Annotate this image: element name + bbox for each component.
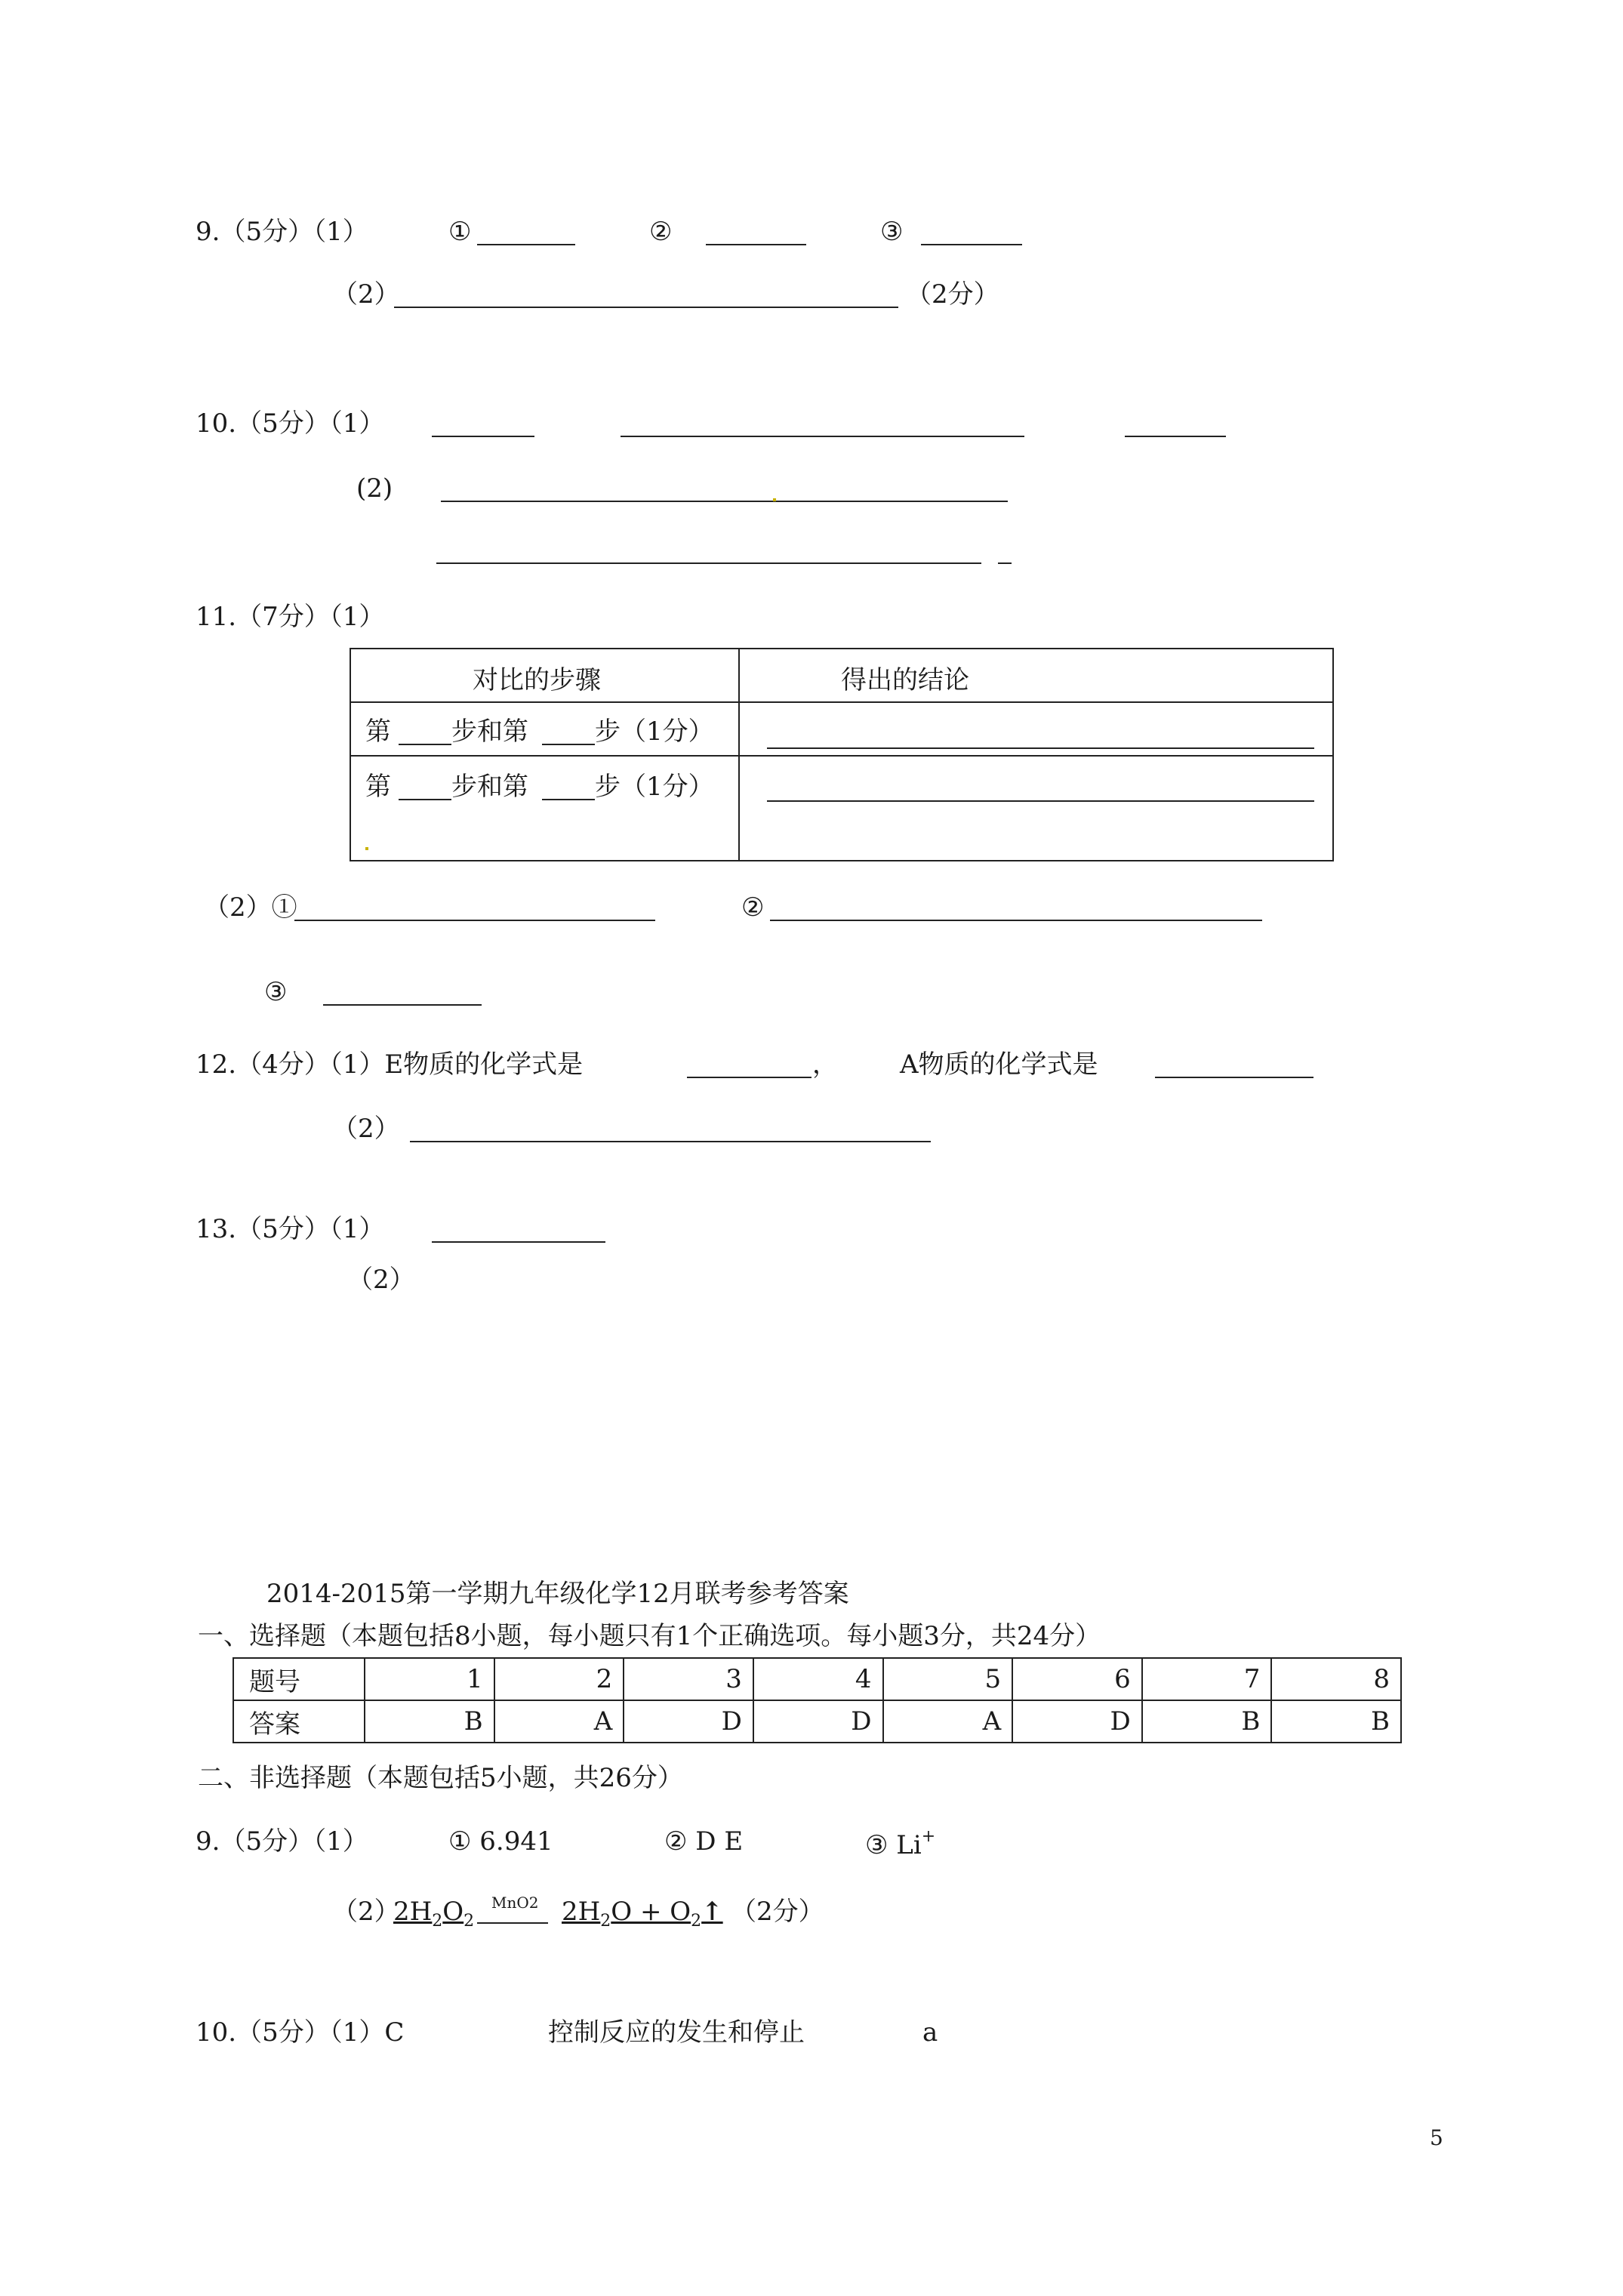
q12-blank-e[interactable]	[687, 1077, 812, 1078]
eq-right-sub1: 2	[600, 1912, 611, 1931]
q9-part2-label: （2）	[332, 279, 400, 310]
grid-answer: D	[1012, 1700, 1142, 1743]
q9-part2-points: （2分）	[906, 279, 999, 310]
q11-row1-conclusion[interactable]	[767, 747, 1314, 749]
a9-answer-3	[865, 1829, 935, 1858]
q11-label: 11.（7分）（1）	[196, 602, 385, 632]
q11-table-rule-2	[350, 755, 1334, 757]
q11-row1-a: 第	[365, 717, 391, 747]
grid-number: 5	[883, 1658, 1013, 1700]
q11-row2-c: 步（1分）	[595, 772, 714, 802]
q11-row1-blank-1[interactable]	[399, 744, 451, 745]
grid-answer: B	[1271, 1700, 1401, 1743]
a9-part2-label: （2）	[332, 1897, 400, 1927]
a10-label: 10.（5分）（1）C	[196, 2017, 405, 2048]
q11-row2-conclusion[interactable]	[767, 800, 1314, 802]
q9-part2-blank[interactable]	[394, 307, 898, 308]
stray-dot	[365, 847, 368, 850]
q11-head-left: 对比的步骤	[473, 665, 601, 695]
eq-left-sub2: 2	[463, 1912, 475, 1931]
q10-part2-blank-2[interactable]	[436, 562, 981, 564]
page-number: 5	[1430, 2125, 1443, 2150]
q9-circle-1: ①	[448, 217, 472, 247]
q11-part2-label: （2）①	[204, 892, 297, 923]
answer-grid-row-answer	[233, 1700, 1401, 1743]
q10-part2-blank-1[interactable]	[441, 501, 1008, 502]
q11-row1-blank-2[interactable]	[542, 744, 595, 745]
grid-answer: A	[883, 1700, 1013, 1743]
q10-blank-1[interactable]	[432, 436, 534, 437]
q11-part2-blank-3[interactable]	[323, 1004, 482, 1006]
eq-right-h: 2H	[562, 1897, 601, 1927]
q13-label: 13.（5分）（1）	[196, 1214, 385, 1244]
q11-row2-blank-2[interactable]	[542, 799, 595, 800]
q10-part2-label: (2)	[356, 473, 393, 504]
grid-label-number: 题号	[233, 1658, 365, 1700]
a9-answer-1: ① 6.941	[448, 1826, 553, 1857]
q9-label: 9.（5分）（1）	[196, 217, 368, 247]
q11-table-rule-1	[350, 701, 1334, 703]
q9-blank-3[interactable]	[921, 244, 1022, 245]
q10-part2-blank-3[interactable]	[998, 562, 1012, 564]
q11-head-right: 得出的结论	[841, 665, 969, 695]
q11-row2-b: 步和第	[451, 772, 528, 802]
grid-answer: D	[624, 1700, 753, 1743]
grid-number: 2	[494, 1658, 624, 1700]
q12-a-label: A物质的化学式是	[900, 1049, 1098, 1080]
a9-points: （2分）	[731, 1897, 824, 1927]
grid-answer: B	[365, 1700, 494, 1743]
q11-part2-circle-2: ②	[741, 892, 765, 923]
q11-row2-blank-1[interactable]	[399, 799, 451, 800]
q11-part2-blank-2[interactable]	[770, 920, 1262, 921]
a9-catalyst: MnO2	[491, 1894, 539, 1912]
eq-left-h: 2H	[393, 1897, 433, 1927]
a9-reaction-bar	[477, 1922, 548, 1924]
q11-part2-circle-3: ③	[264, 977, 288, 1007]
q10-label: 10.（5分）（1）	[196, 408, 385, 439]
q12-label: 12.（4分）（1）E物质的化学式是	[196, 1049, 584, 1080]
grid-answer: B	[1142, 1700, 1272, 1743]
grid-number: 6	[1012, 1658, 1142, 1700]
q12-blank-a[interactable]	[1155, 1077, 1313, 1078]
q12-part2-blank[interactable]	[410, 1141, 931, 1142]
q13-part2-label: （2）	[347, 1265, 415, 1295]
answer-key-title: 2014-2015第一学期九年级化学12月联考参考答案	[266, 1579, 849, 1609]
q11-row1-b: 步和第	[451, 717, 528, 747]
a9-answer-3-text: ③ Li	[865, 1830, 922, 1860]
q9-circle-2: ②	[649, 217, 673, 247]
grid-label-answer: 答案	[233, 1700, 365, 1743]
a9-equation-left	[393, 1899, 474, 1930]
q11-row1-c: 步（1分）	[595, 717, 714, 747]
a9-answer-2: ② D E	[664, 1826, 744, 1857]
answer-grid-row-number	[233, 1658, 1401, 1700]
q10-blank-3[interactable]	[1125, 436, 1226, 437]
eq-left-sub1: 2	[432, 1912, 443, 1931]
grid-number: 7	[1142, 1658, 1272, 1700]
q9-blank-1[interactable]	[477, 244, 575, 245]
q11-row2-a: 第	[365, 772, 391, 802]
q10-blank-2[interactable]	[621, 436, 1024, 437]
a9-label: 9.（5分）（1）	[196, 1826, 368, 1857]
eq-left-o: O	[442, 1897, 464, 1927]
eq-right-rest: O + O	[611, 1897, 691, 1927]
q11-part2-blank-1[interactable]	[294, 920, 655, 921]
answer-key-section1: 一、选择题（本题包括8小题，每小题只有1个正确选项。每小题3分，共24分）	[198, 1621, 1101, 1651]
q13-blank-1[interactable]	[432, 1241, 605, 1243]
q12-comma: ，	[812, 1049, 838, 1080]
grid-answer: D	[753, 1700, 883, 1743]
gas-arrow: ↑	[701, 1897, 723, 1927]
grid-answer: A	[494, 1700, 624, 1743]
grid-number: 8	[1271, 1658, 1401, 1700]
answer-grid	[233, 1657, 1402, 1743]
a10-answer-mid: 控制反应的发生和停止	[548, 2017, 805, 2048]
q9-blank-2[interactable]	[706, 244, 806, 245]
answer-key-section2: 二、非选择题（本题包括5小题，共26分）	[198, 1763, 683, 1793]
q9-circle-3: ③	[880, 217, 904, 247]
grid-number: 4	[753, 1658, 883, 1700]
a10-answer-end: a	[922, 2017, 938, 2048]
stray-dot	[773, 498, 776, 501]
grid-number: 3	[624, 1658, 753, 1700]
a9-answer-3-charge: +	[921, 1827, 936, 1846]
eq-right-sub2: 2	[691, 1912, 702, 1931]
a9-equation-right	[562, 1899, 723, 1930]
grid-number: 1	[365, 1658, 494, 1700]
q12-part2-label: （2）	[332, 1114, 400, 1144]
